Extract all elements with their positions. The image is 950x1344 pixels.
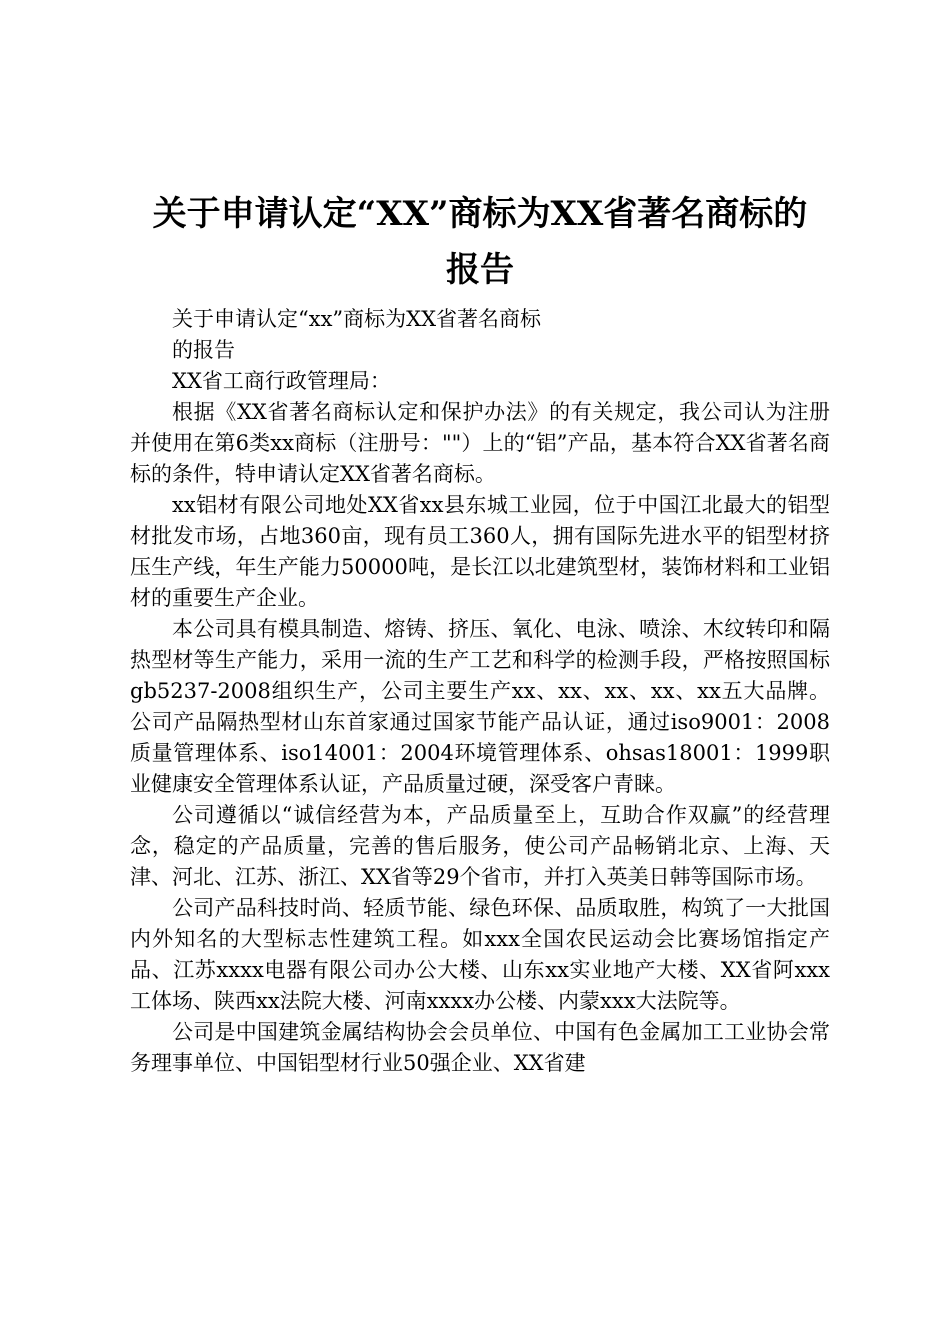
subtitle-line-1: 关于申请认定“xx”商标为XX省著名商标: [172, 307, 542, 331]
title-line-1: 关于申请认定“XX”商标为XX省著名商标的: [152, 194, 808, 234]
paragraph: 公司遵循以“诚信经营为本，产品质量至上，互助合作双赢”的经营理念，稳定的产品质量，完善的售后服务，使公司产品畅销北京、上海、天津、河北、江苏、浙江、XX省等29个省市，并打入英美日韩等国际市场。: [130, 803, 830, 889]
addressee: XX省工商行政管理局：: [172, 369, 391, 393]
paragraph: 公司是中国建筑金属结构协会会员单位、中国有色金属加工工业协会常务理事单位、中国铝型材行业50强企业、XX省建: [130, 1020, 830, 1075]
paragraph: 根据《XX省著名商标认定和保护办法》的有关规定，我公司认为注册并使用在第6类xx商标（注册号：""）上的“铝”产品，基本符合XX省著名商标的条件，特申请认定XX省著名商标。: [130, 400, 830, 486]
document-body: [130, 304, 830, 1079]
title-line-2: 报告: [446, 250, 514, 290]
paragraph: xx铝材有限公司地处XX省xx县东城工业园，位于中国江北最大的铝型材批发市场，占地360亩，现有员工360人，拥有国际先进水平的铝型材挤压生产线，年生产能力50000吨，是长江以北建筑型材，装饰材料和工业铝材的重要生产企业。: [130, 493, 830, 610]
subtitle-line-2: 的报告: [172, 338, 235, 362]
paragraph: 本公司具有模具制造、熔铸、挤压、氧化、电泳、喷涂、木纹转印和隔热型材等生产能力，采用一流的生产工艺和科学的检测手段，严格按照国标gb5237-2008组织生产，公司主要生产xx、xx、xx、xx、xx五大品牌。公司产品隔热型材山东首家通过国家节能产品认证，通过iso9001：2008质量管理体系、iso14001：2004环境管理体系、ohsas18001：1999职业健康安全管理体系认证，产品质量过硬，深受客户青睐。: [130, 617, 830, 796]
document-page: [130, 186, 830, 1079]
paragraph: 公司产品科技时尚、轻质节能、绿色环保、品质取胜，构筑了一大批国内外知名的大型标志性建筑工程。如xxx全国农民运动会比赛场馆指定产品、江苏xxxx电器有限公司办公大楼、山东xx实业地产大楼、XX省阿xxx工体场、陕西xx法院大楼、河南xxxx办公楼、内蒙xxx大法院等。: [130, 896, 830, 1013]
document-title: [130, 186, 830, 298]
